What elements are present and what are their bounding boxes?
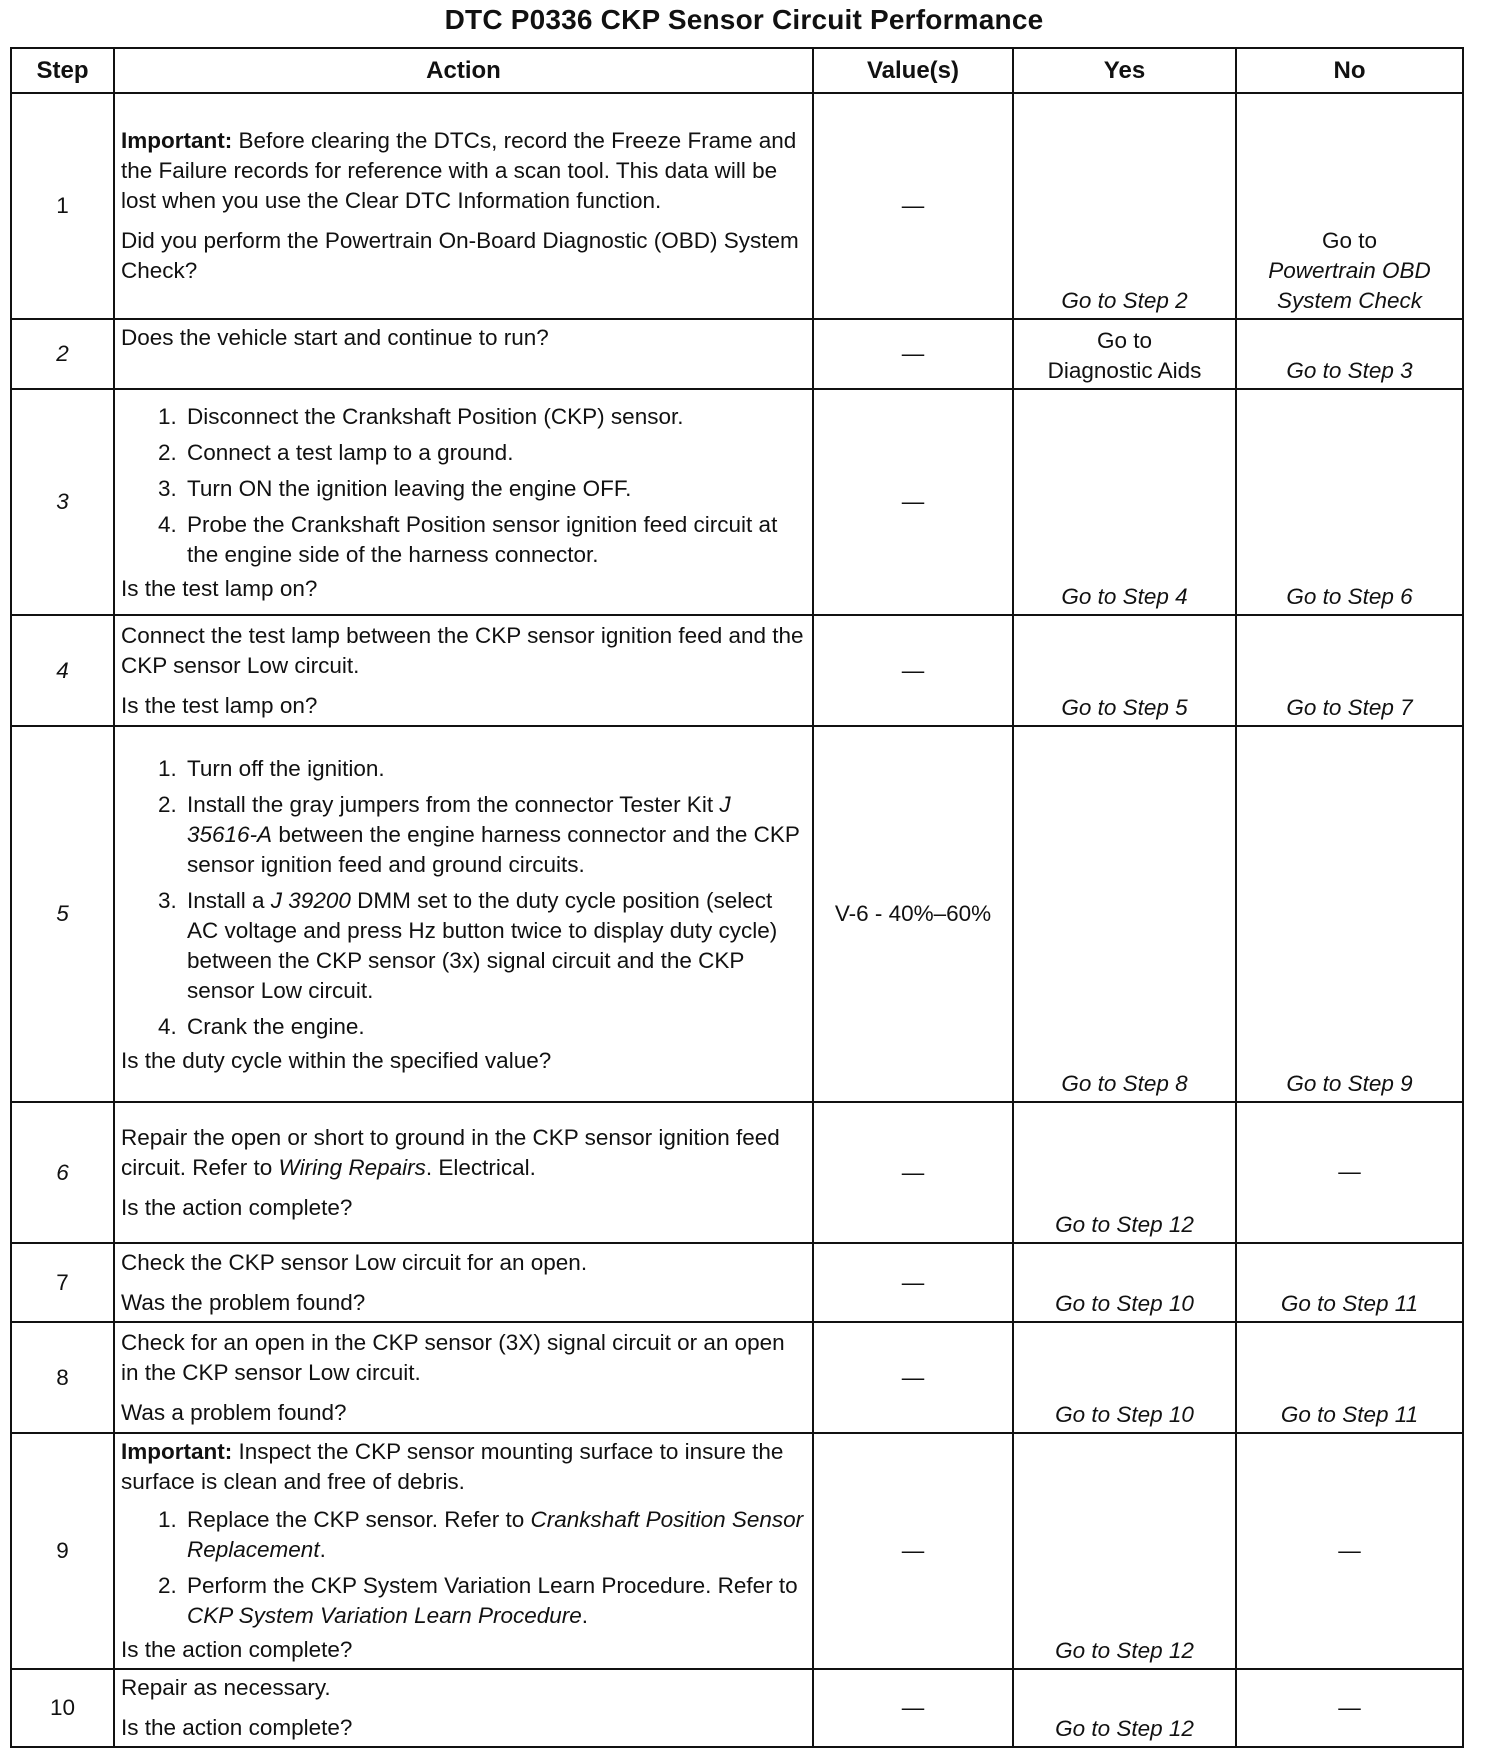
step-number: 10 <box>11 1669 114 1747</box>
step-number: 8 <box>11 1322 114 1433</box>
yes-cell <box>1013 389 1236 615</box>
table-row <box>11 726 1463 1102</box>
list-item: 2. Connect a test lamp to a ground. <box>183 438 806 468</box>
step-question: Was a problem found? <box>121 1399 347 1425</box>
step-number: 2 <box>11 319 114 389</box>
manual-reference: CKP System Variation Learn Procedure <box>187 1603 582 1628</box>
table-row <box>11 1102 1463 1243</box>
table-row <box>11 389 1463 615</box>
no-cell <box>1236 319 1463 389</box>
action-cell <box>114 615 813 726</box>
step-number: 4 <box>11 615 114 726</box>
important-note: Important: Before clearing the DTCs, record the Freeze Frame and the Failure records for reference with a scan tool. This data will be lost when you use the Clear DTC Information function. <box>121 128 797 213</box>
yes-cell <box>1013 1243 1236 1322</box>
no-cell: — <box>1236 1669 1463 1747</box>
no-cell <box>1236 726 1463 1102</box>
list-item: 4. Crank the engine. <box>183 1012 806 1042</box>
step-number: 7 <box>11 1243 114 1322</box>
yes-cell <box>1013 726 1236 1102</box>
no-cell <box>1236 1322 1463 1433</box>
procedure-list <box>121 1505 806 1631</box>
goto-link: Go to Step 7 <box>1286 695 1413 720</box>
list-item: 1. Disconnect the Crankshaft Position (CKP) sensor. <box>183 402 806 432</box>
list-item: 2. Perform the CKP System Variation Learn Procedure. Refer to CKP System Variation Learn Procedure. <box>183 1571 806 1631</box>
step-question: Is the action complete? <box>121 1194 353 1220</box>
list-item: 3. Turn ON the ignition leaving the engine OFF. <box>183 474 806 504</box>
table-row <box>11 1669 1463 1747</box>
header-values: Value(s) <box>813 48 1013 93</box>
table-row <box>11 93 1463 319</box>
yes-cell: Go to Diagnostic Aids <box>1013 319 1236 389</box>
important-note: Important: Inspect the CKP sensor mounting surface to insure the surface is clean and free of debris. <box>121 1439 784 1494</box>
action-text: Repair the open or short to ground in the CKP sensor ignition feed circuit. Refer to Wiring Repairs. Electrical. <box>121 1124 780 1180</box>
yes-cell <box>1013 615 1236 726</box>
action-text: Repair as necessary. <box>121 1675 331 1700</box>
procedure-list <box>121 402 806 570</box>
value-cell: — <box>813 319 1013 389</box>
goto-link: Go to Step 8 <box>1061 1071 1188 1096</box>
value-cell: — <box>813 1322 1013 1433</box>
list-item: 3. Install a J 39200 DMM set to the duty cycle position (select AC voltage and press Hz button twice to display duty cycle) between the CKP sensor (3x) signal circuit and the CKP sensor Low circuit. <box>183 886 806 1006</box>
goto-link: Go to Step 9 <box>1286 1071 1413 1096</box>
header-yes: Yes <box>1013 48 1236 93</box>
step-number: 3 <box>11 389 114 615</box>
action-cell <box>114 1433 813 1669</box>
step-question: Does the vehicle start and continue to run? <box>121 325 549 350</box>
action-cell <box>114 1102 813 1243</box>
goto-link: Go to Step 12 <box>1055 1638 1194 1663</box>
action-cell <box>114 1669 813 1747</box>
yes-cell <box>1013 1102 1236 1243</box>
goto-link: Go to Step 10 <box>1055 1291 1194 1316</box>
action-cell <box>114 1322 813 1433</box>
header-row <box>11 48 1463 93</box>
step-number: 1 <box>11 93 114 319</box>
step-question: Did you perform the Powertrain On-Board Diagnostic (OBD) System Check? <box>121 228 799 283</box>
table-row <box>11 615 1463 726</box>
value-cell: — <box>813 1433 1013 1669</box>
goto-link: Go to Step 5 <box>1061 695 1188 720</box>
yes-cell <box>1013 1433 1236 1669</box>
action-text: Connect the test lamp between the CKP sensor ignition feed and the CKP sensor Low circuit. <box>121 622 804 678</box>
no-cell: Go to Powertrain OBD System Check <box>1236 93 1463 319</box>
yes-cell <box>1013 93 1236 319</box>
goto-link: Go to Step 6 <box>1286 584 1413 609</box>
table-row <box>11 1433 1463 1669</box>
header-action: Action <box>114 48 813 93</box>
header-step: Step <box>11 48 114 93</box>
manual-reference: Wiring Repairs <box>278 1154 426 1180</box>
header-no: No <box>1236 48 1463 93</box>
value-cell: — <box>813 615 1013 726</box>
step-number: 9 <box>11 1433 114 1669</box>
table-row <box>11 1243 1463 1322</box>
no-cell: — <box>1236 1102 1463 1243</box>
value-cell: — <box>813 93 1013 319</box>
step-question: Was the problem found? <box>121 1289 366 1315</box>
goto-link: Go to Step 11 <box>1280 1291 1419 1316</box>
page-title: DTC P0336 CKP Sensor Circuit Performance <box>444 4 1044 35</box>
action-text: Check the CKP sensor Low circuit for an open. <box>121 1249 588 1275</box>
table-row <box>11 319 1463 389</box>
step-question: Is the action complete? <box>121 1637 353 1662</box>
yes-cell <box>1013 1322 1236 1433</box>
value-cell: — <box>813 1102 1013 1243</box>
step-question: Is the test lamp on? <box>121 576 318 601</box>
tool-reference: J 35616-A <box>187 792 731 847</box>
list-item: 2. Install the gray jumpers from the connector Tester Kit J 35616-A between the engine harness connector and the CKP sensor ignition feed and ground circuits. <box>183 790 806 880</box>
action-cell <box>114 1243 813 1322</box>
goto-link: Go to Step 3 <box>1286 358 1413 383</box>
goto-link: Go to Step 2 <box>1061 288 1188 313</box>
no-cell: — <box>1236 1433 1463 1669</box>
value-cell: — <box>813 1243 1013 1322</box>
value-cell: — <box>813 1669 1013 1747</box>
step-question: Is the duty cycle within the specified value? <box>121 1048 552 1073</box>
no-cell <box>1236 615 1463 726</box>
goto-link: Go to Step 11 <box>1280 1402 1419 1427</box>
yes-cell <box>1013 1669 1236 1747</box>
action-cell <box>114 93 813 319</box>
table-row <box>11 1322 1463 1433</box>
list-item: 1. Replace the CKP sensor. Refer to Crankshaft Position Sensor Replacement. <box>183 1505 806 1565</box>
goto-link: Go to Step 12 <box>1055 1716 1194 1741</box>
step-number: 6 <box>11 1102 114 1243</box>
goto-link: Go to Step 12 <box>1055 1212 1194 1237</box>
goto-link: Go to Step 4 <box>1061 584 1188 609</box>
value-cell: — <box>813 389 1013 615</box>
manual-reference: Crankshaft Position Sensor Replacement <box>187 1507 804 1562</box>
action-cell <box>114 319 813 389</box>
goto-link: Go to Step 10 <box>1055 1402 1194 1427</box>
no-cell <box>1236 389 1463 615</box>
list-item: 4. Probe the Crankshaft Position sensor ignition feed circuit at the engine side of the harness connector. <box>183 510 806 570</box>
step-question: Is the test lamp on? <box>121 692 318 718</box>
action-cell <box>114 726 813 1102</box>
step-number: 5 <box>11 726 114 1102</box>
no-cell <box>1236 1243 1463 1322</box>
procedure-list <box>121 754 806 1042</box>
list-item: 1. Turn off the ignition. <box>183 754 806 784</box>
tool-reference: J 39200 <box>270 888 351 913</box>
diagnostic-table <box>10 47 1464 1748</box>
action-cell <box>114 389 813 615</box>
step-question: Is the action complete? <box>121 1715 353 1740</box>
action-text: Check for an open in the CKP sensor (3X) signal circuit or an open in the CKP sensor Low circuit. <box>121 1329 785 1385</box>
value-cell: V-6 - 40%–60% <box>813 726 1013 1102</box>
